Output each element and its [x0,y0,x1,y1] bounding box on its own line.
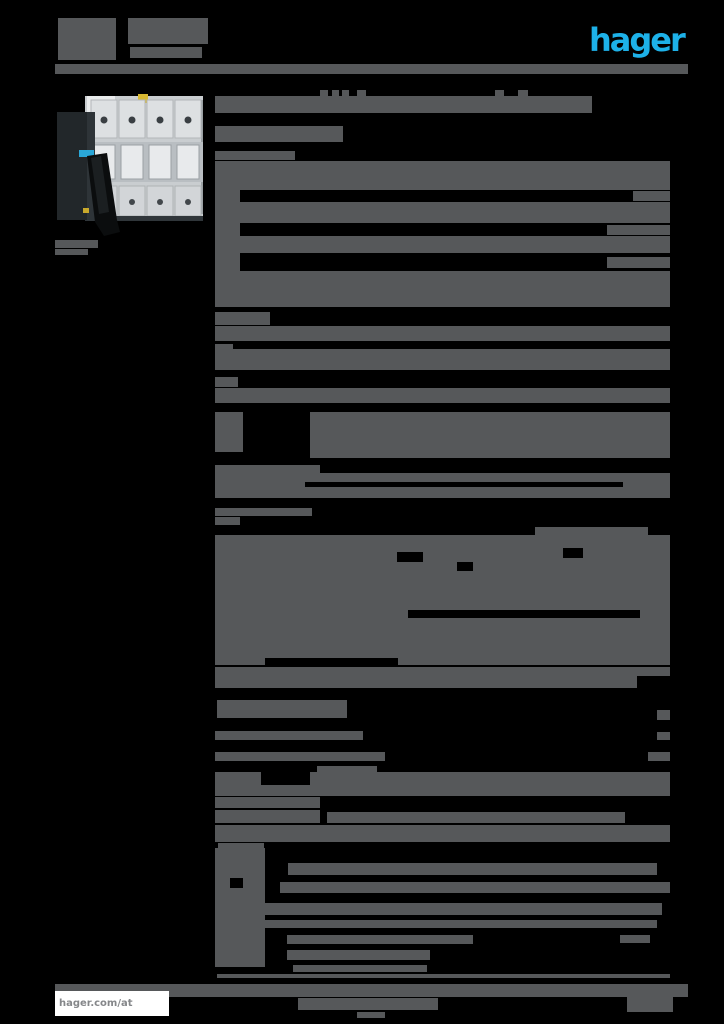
redacted-table-row [215,202,670,223]
redacted-paragraph-block [310,412,670,458]
redacted-paragraph-line [215,658,265,665]
redacted-table-row [262,903,662,915]
redacted-table-row-thick [215,271,670,307]
redacted-row-label [215,810,320,823]
footer-website-box [55,991,169,1016]
redacted-table-row [215,825,670,842]
redacted-table-row [215,388,670,403]
redacted-table-row [215,161,670,190]
redacted-footer-text-center-2 [357,1012,385,1018]
redacted-photo-caption-line-2 [55,249,88,255]
redacted-row-notch [397,552,423,562]
redacted-table-row [215,785,670,796]
redacted-table-row [215,236,670,253]
redacted-table-row [215,349,670,370]
redacted-header-title-line-3 [130,47,202,58]
redacted-value-right [620,935,650,943]
redacted-value-right [607,225,670,235]
redacted-row-label [215,508,312,516]
footer-website-label: hager.com/at [59,998,133,1009]
redacted-footer-page-number [627,995,673,1012]
redacted-paragraph-block [310,772,670,786]
redacted-photo-caption-line-1 [55,240,98,248]
redacted-row-label [217,700,347,718]
redacted-paragraph-line [215,610,408,618]
redacted-table-row [287,935,473,944]
redacted-row-notch [457,562,473,571]
redacted-value-right [633,191,670,201]
redacted-product-subheading [215,126,343,142]
redacted-content-bottom-line [217,974,670,978]
redacted-row-notch [563,548,583,558]
redacted-paragraph-block [215,667,670,688]
redacted-left-column-block [215,848,265,967]
redacted-row-label [215,312,270,325]
redacted-row-label [215,731,363,740]
redacted-paragraph-left-col [215,412,243,452]
redacted-label-spine [215,223,240,236]
redacted-value-right [657,710,670,720]
redacted-left-column-hole [230,878,243,888]
redacted-header-title-line-1 [58,18,116,60]
redacted-paragraph-line [398,658,670,665]
redacted-paragraph-line [640,610,670,618]
redacted-value-right [648,752,670,761]
product-yellow-bottom [83,208,89,213]
redacted-header-rule [55,64,688,74]
redacted-header-title-line-2 [128,18,208,44]
hager-logo: hager [589,21,684,59]
redacted-label-spine [215,190,240,202]
redacted-label-spine [215,253,240,271]
redacted-table-row [263,920,657,928]
redacted-table-row [280,882,670,893]
redacted-row-value [327,812,625,823]
redacted-table-row [215,326,670,341]
redacted-footer-text-center [298,998,438,1010]
redacted-row-notch [305,482,623,487]
redacted-table-row [288,863,657,875]
redacted-value-right [657,732,670,740]
redacted-row-label [215,377,238,387]
redacted-label-spine [215,517,240,525]
redacted-paragraph-block [215,535,670,610]
redacted-table-row [287,950,430,960]
redacted-section1-label [215,151,295,160]
redacted-value-right [535,527,648,535]
redacted-row-label [215,752,385,761]
redacted-row-notch [637,676,670,688]
redacted-paragraph-block [215,618,670,658]
redacted-table-row [293,965,427,972]
redacted-value-right [607,257,670,268]
product-photo [57,92,205,238]
redacted-product-heading [215,96,592,113]
redacted-row-label [215,797,320,808]
product-housing [57,112,91,220]
